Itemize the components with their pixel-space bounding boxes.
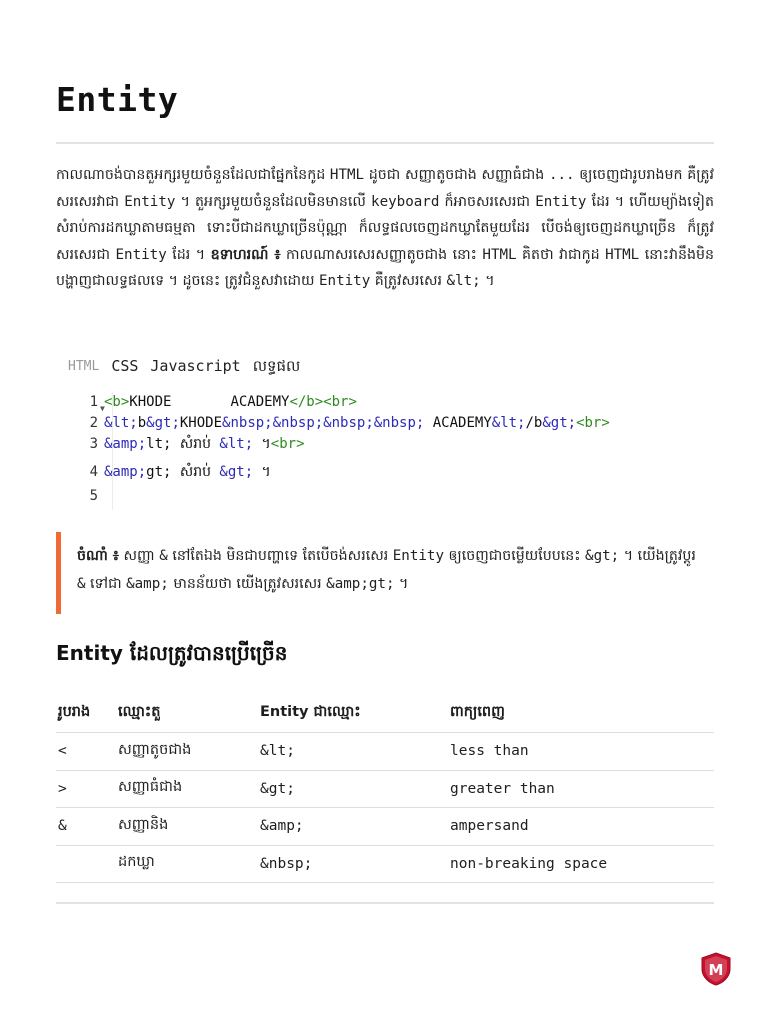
table-row bbox=[56, 733, 714, 771]
tab-javascript[interactable]: Javascript bbox=[150, 357, 241, 375]
table-cell: less than bbox=[448, 733, 714, 771]
code-line-1: <b>KHODE ACADEMY</b><br> bbox=[104, 394, 357, 410]
tab-result[interactable]: លទ្ធផល bbox=[252, 357, 301, 375]
table-cell: សញ្ញានិង bbox=[116, 808, 258, 846]
table-row bbox=[56, 808, 714, 846]
table-header-row bbox=[56, 694, 714, 733]
table-row bbox=[56, 770, 714, 808]
page-title: Entity bbox=[56, 80, 179, 119]
code-editor[interactable] bbox=[68, 392, 718, 510]
fold-arrow-icon[interactable]: ▼ bbox=[100, 404, 105, 413]
table-cell: ដកឃ្លា bbox=[116, 845, 258, 883]
tab-html[interactable]: HTML bbox=[68, 359, 100, 374]
column-header: Entity ជាឈ្មោះ bbox=[258, 694, 448, 733]
title-divider bbox=[56, 142, 714, 144]
line-number: 4 bbox=[89, 464, 98, 480]
note-callout bbox=[56, 532, 719, 614]
line-number: 3 bbox=[89, 436, 98, 452]
entity-table bbox=[56, 694, 714, 904]
line-number: 2 bbox=[89, 415, 98, 431]
table-cell: សញ្ញាតូចជាង bbox=[116, 733, 258, 771]
line-number: 5 bbox=[89, 488, 98, 504]
example-label: ឧទាហរណ៍ ៖ bbox=[210, 246, 281, 263]
table-cell: < bbox=[56, 733, 116, 771]
table-cell: & bbox=[56, 808, 116, 846]
line-number: 1 bbox=[89, 394, 98, 410]
table-cell: ampersand bbox=[448, 808, 714, 846]
table-cell: greater than bbox=[448, 770, 714, 808]
column-header: រូបរាង bbox=[56, 694, 116, 733]
column-header: ឈ្មោះតួ bbox=[116, 694, 258, 733]
table-cell: &gt; bbox=[258, 770, 448, 808]
tab-css[interactable]: CSS bbox=[111, 357, 139, 375]
table-cell: > bbox=[56, 770, 116, 808]
table-cell: &amp; bbox=[258, 808, 448, 846]
table-cell: non-breaking space bbox=[448, 845, 714, 883]
table-cell: &lt; bbox=[258, 733, 448, 771]
table-cell: សញ្ញាធំជាង bbox=[116, 770, 258, 808]
note-label: ចំណាំ ៖ bbox=[77, 548, 120, 564]
shield-logo-icon bbox=[700, 952, 732, 986]
column-header: ពាក្យពេញ bbox=[448, 694, 714, 733]
table-row bbox=[56, 845, 714, 883]
footer-divider bbox=[56, 902, 714, 904]
table-cell: &nbsp; bbox=[258, 845, 448, 883]
code-line-3: &amp;lt; សំរាប់ &lt; ។<br> bbox=[104, 436, 305, 452]
code-line-2: &lt;b&gt;KHODE&nbsp;&nbsp;&nbsp;&nbsp; ACADEMY&lt;/b&gt;<br> bbox=[104, 415, 610, 431]
logo-letter: M bbox=[708, 961, 724, 979]
intro-paragraph: កាលណាចង់បានតួអក្សរមួយចំនួនដែលជាផ្នែកនៃកូដ HTML ដូចជា សញ្ញាតូចជាង សញ្ញាធំជាង ... ឲ្យចេញជារូបរាងមក គឺត្រូវសរសេរវាជា Entity ។ តួអក្សរមួយចំនួនដែលមិនមានលើ keyboard ក៏អាចសរសេរជា Entity ដែរ ។ ហើយម្យ៉ាងទៀត សំរាប់ការដកឃ្លាតាមធម្មតា ទោះបីជាដកឃ្លាច្រើនប៉ុណ្ណា ក៏លទ្ធផលចេញដកឃ្លាតែមួយដែរ បើចង់ឲ្យចេញដកឃ្លាច្រើន ក៏ត្រូវសរសេរជា Entity ដែរ ។ ឧទាហរណ៍ ៖ កាលណាសរសេរសញ្ញាតូចជាង នោះ HTML គិតថា វាជាកូដ HTML នោះវានឹងមិនបង្ហាញជាលទ្ធផលទេ ។ ដូចនេះ ត្រូវជំនួសវាដោយ Entity គឺត្រូវសរសេរ &lt; ។ bbox=[56, 167, 715, 289]
code-tabs bbox=[68, 357, 300, 379]
section-title: Entity ដែលត្រូវបានប្រើច្រើន bbox=[56, 641, 288, 665]
table-row-empty bbox=[56, 883, 714, 904]
code-line-4: &amp;gt; សំរាប់ &gt; ។ bbox=[104, 464, 271, 480]
table-cell bbox=[56, 845, 116, 883]
note-text: ចំណាំ ៖ សញ្ញា & នៅតែឯង មិនជាបញ្ហាទេ តែបើចង់សរសេរ Entity ឲ្យចេញជាចម្លើយបែបនេះ &gt; ។ យើងត្រូវប្តូរ & ទៅជា &amp; មានន័យថា យើងត្រូវសរសេរ &amp;gt; ។ bbox=[77, 548, 696, 592]
